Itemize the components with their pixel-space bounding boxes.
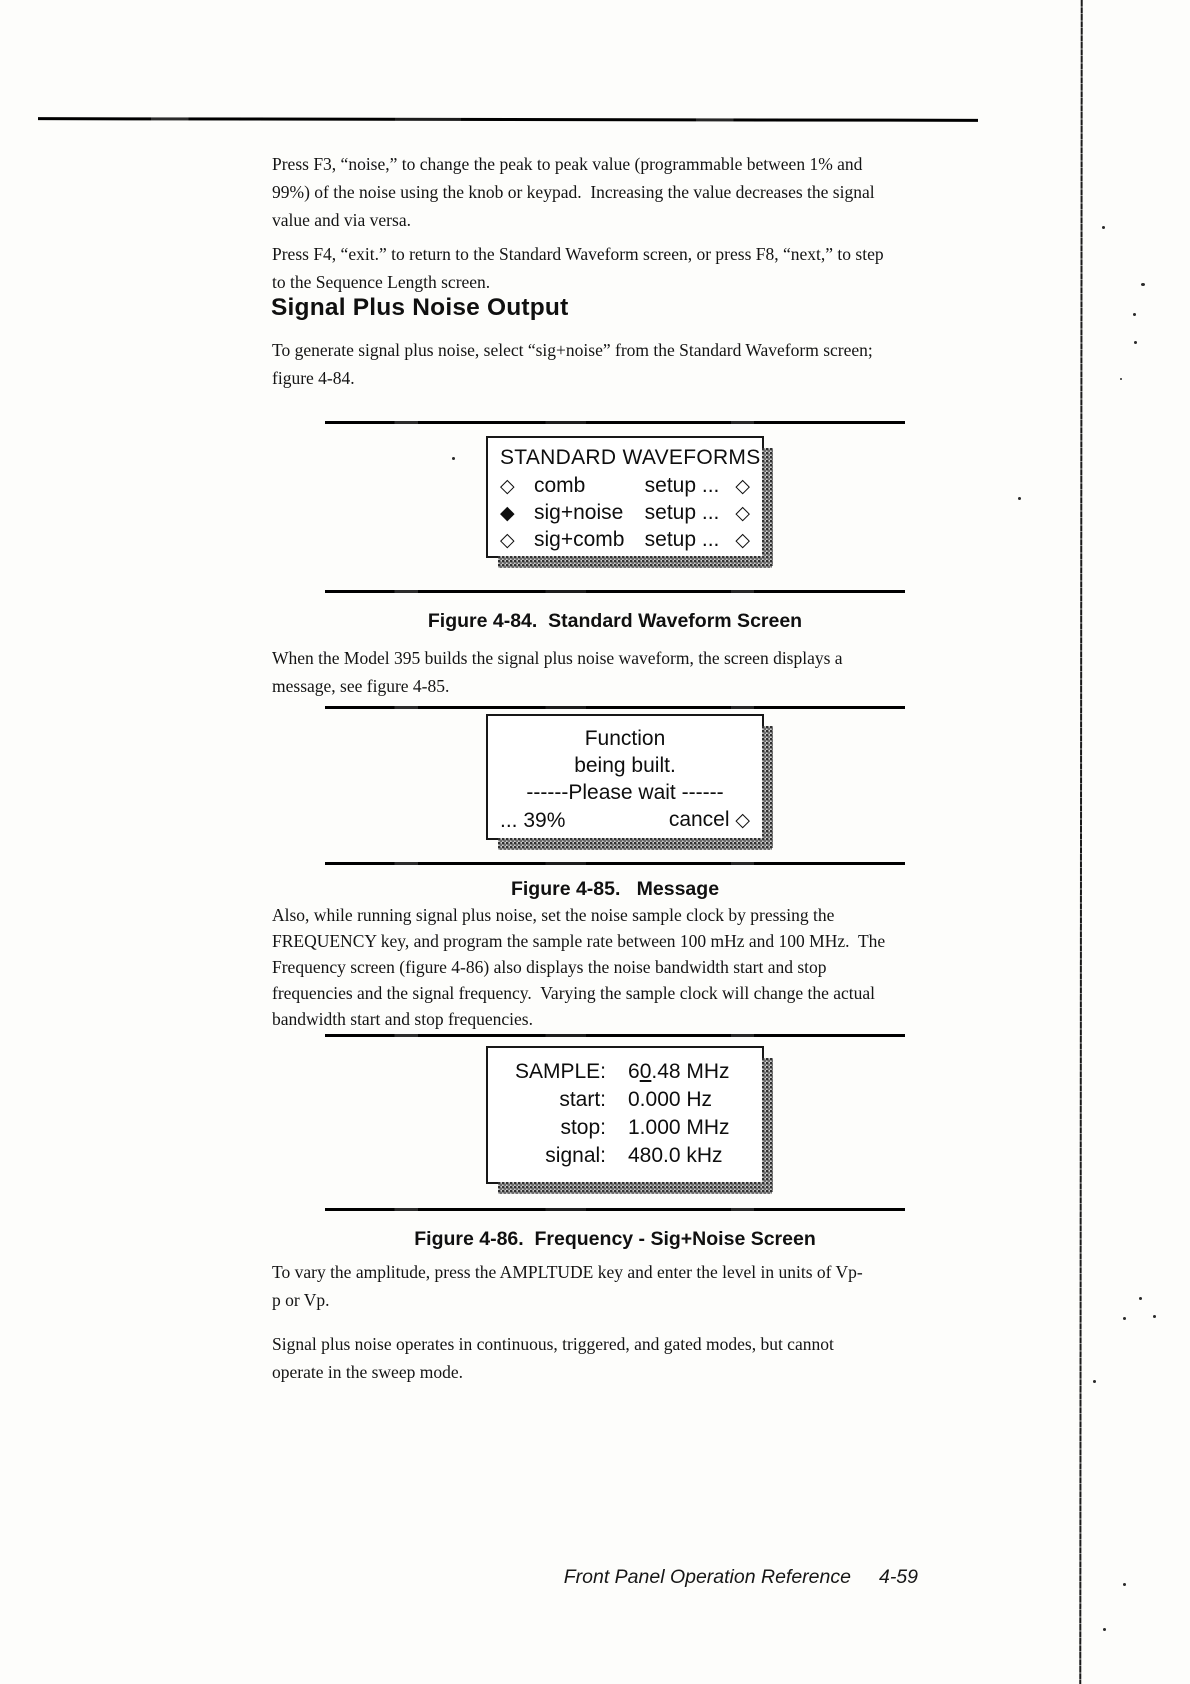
screen-shadow xyxy=(498,1182,772,1194)
paragraph-modes xyxy=(272,1330,962,1386)
frequency-row-start xyxy=(488,1086,762,1114)
field-label: SAMPLE: xyxy=(514,1060,606,1083)
screen-shadow xyxy=(498,556,772,568)
message-line: ------Please wait ------ xyxy=(526,781,724,804)
page-number: 4-59 xyxy=(878,1566,918,1588)
text-line: To vary the amplitude, press the AMPLTUDE key and enter the level in units of Vp- xyxy=(272,1262,863,1282)
page-footer xyxy=(272,1566,918,1589)
text-line: p or Vp. xyxy=(272,1290,330,1310)
setup-label: setup ... xyxy=(644,527,720,551)
text-line: Frequency screen (figure 4-86) also displays the noise bandwidth start and stop xyxy=(272,957,827,977)
footer-title: Front Panel Operation Reference xyxy=(563,1566,851,1588)
page-edge-scan-line xyxy=(1079,0,1082,1684)
cancel-label: cancel xyxy=(668,808,736,831)
diamond-open-icon: ◇ xyxy=(500,474,515,497)
field-value: 1.000 MHz xyxy=(628,1116,730,1139)
scan-speck xyxy=(1120,378,1122,380)
value-text: 6 xyxy=(628,1060,640,1083)
scan-speck xyxy=(1141,283,1145,286)
message-line: Function xyxy=(584,727,666,750)
waveform-label: comb xyxy=(534,473,586,497)
frequency-screen xyxy=(486,1046,764,1184)
paragraph-amplitude xyxy=(272,1258,962,1314)
standard-waveforms-screen xyxy=(486,436,764,558)
scan-speck xyxy=(1123,1317,1126,1320)
figure-caption-4-86: Figure 4-86. Frequency - Sig+Noise Screen xyxy=(414,1228,816,1250)
screen-shadow xyxy=(762,1058,773,1192)
diamond-filled-icon: ◆ xyxy=(500,501,515,524)
diamond-open-icon: ◇ xyxy=(735,809,750,831)
figure-rule xyxy=(325,1034,905,1037)
paragraph-generate xyxy=(272,336,962,392)
field-value: 0.000 Hz xyxy=(628,1088,713,1111)
cancel-softkey xyxy=(669,806,750,834)
text-line: bandwidth start and stop frequencies. xyxy=(272,1009,533,1029)
message-screen xyxy=(486,714,764,840)
scan-speck xyxy=(1103,1628,1106,1631)
paragraph-press-f4 xyxy=(272,240,962,296)
paragraph-model395 xyxy=(272,644,962,700)
text-line: message, see figure 4-85. xyxy=(272,676,450,696)
figure-rule xyxy=(325,862,905,865)
waveform-row-comb xyxy=(500,472,750,499)
screen-shadow xyxy=(762,726,773,848)
text-line: 99%) of the noise using the knob or keypad. Increasing the value decreases the signal xyxy=(272,182,875,202)
message-line: being built. xyxy=(574,754,676,777)
scan-speck xyxy=(1123,1583,1126,1586)
text-line: value and via versa. xyxy=(272,210,411,230)
text-line: Press F3, “noise,” to change the peak to peak value (programmable between 1% and xyxy=(272,154,863,174)
text-line: figure 4-84. xyxy=(272,368,355,388)
value-text: .48 MHz xyxy=(651,1060,730,1083)
diamond-open-icon: ◇ xyxy=(735,474,750,497)
figure-caption-4-85: Figure 4-85. Message xyxy=(510,878,720,900)
figure-rule xyxy=(325,421,905,424)
setup-label: setup ... xyxy=(644,500,720,524)
scan-speck xyxy=(1102,226,1105,229)
text-line: Press F4, “exit.” to return to the Standard Waveform screen, or press F8, “next,” to step xyxy=(272,244,884,264)
screen-title: STANDARD WAVEFORMS xyxy=(500,446,761,469)
diamond-open-icon: ◇ xyxy=(735,501,750,524)
field-value xyxy=(628,1058,730,1086)
figure-rule xyxy=(325,706,905,709)
field-label: start: xyxy=(559,1088,606,1111)
field-label: stop: xyxy=(560,1116,606,1139)
text-line: frequencies and the signal frequency. Varying the sample clock will change the actual xyxy=(272,983,876,1003)
section-heading: Signal Plus Noise Output xyxy=(271,294,569,321)
paragraph-press-f3 xyxy=(272,150,962,234)
scan-speck xyxy=(1139,1297,1142,1300)
scan-speck xyxy=(1134,341,1137,344)
text-line: To generate signal plus noise, select “sig+noise” from the Standard Waveform screen; xyxy=(272,340,873,360)
header-rule xyxy=(38,117,978,122)
figure-caption-4-84: Figure 4-84. Standard Waveform Screen xyxy=(427,610,803,632)
field-value: 480.0 kHz xyxy=(628,1144,723,1167)
text-line: Signal plus noise operates in continuous, triggered, and gated modes, but cannot xyxy=(272,1334,834,1354)
screen-shadow xyxy=(762,448,773,566)
waveform-row-sig-noise xyxy=(500,499,750,526)
diamond-open-icon: ◇ xyxy=(500,528,515,551)
figure-rule xyxy=(325,590,905,593)
progress-value: ... 39% xyxy=(500,808,566,832)
screen-shadow xyxy=(498,838,772,850)
frequency-row-signal xyxy=(488,1142,762,1170)
frequency-row-sample xyxy=(488,1058,762,1086)
waveform-label: sig+comb xyxy=(534,527,625,551)
scan-speck xyxy=(452,457,455,460)
progress-row xyxy=(488,806,762,834)
setup-label: setup ... xyxy=(644,473,720,497)
field-label: signal: xyxy=(545,1144,606,1167)
paragraph-sample-clock xyxy=(272,902,962,1032)
text-line: operate in the sweep mode. xyxy=(272,1362,463,1382)
scan-speck xyxy=(1153,1315,1156,1318)
scan-speck xyxy=(1133,313,1136,316)
text-line: FREQUENCY key, and program the sample rate between 100 mHz and 100 MHz. The xyxy=(272,931,886,951)
frequency-row-stop xyxy=(488,1114,762,1142)
text-line: When the Model 395 builds the signal plus noise waveform, the screen displays a xyxy=(272,648,843,668)
figure-rule xyxy=(325,1208,905,1211)
text-line: to the Sequence Length screen. xyxy=(272,272,491,292)
waveform-label: sig+noise xyxy=(534,500,624,524)
waveform-row-sig-comb xyxy=(500,526,750,553)
diamond-open-icon: ◇ xyxy=(735,528,750,551)
edit-cursor-digit: 0 xyxy=(639,1060,652,1083)
scan-speck xyxy=(1093,1380,1096,1383)
scan-speck xyxy=(1018,497,1021,500)
text-line: Also, while running signal plus noise, set the noise sample clock by pressing the xyxy=(272,905,835,925)
